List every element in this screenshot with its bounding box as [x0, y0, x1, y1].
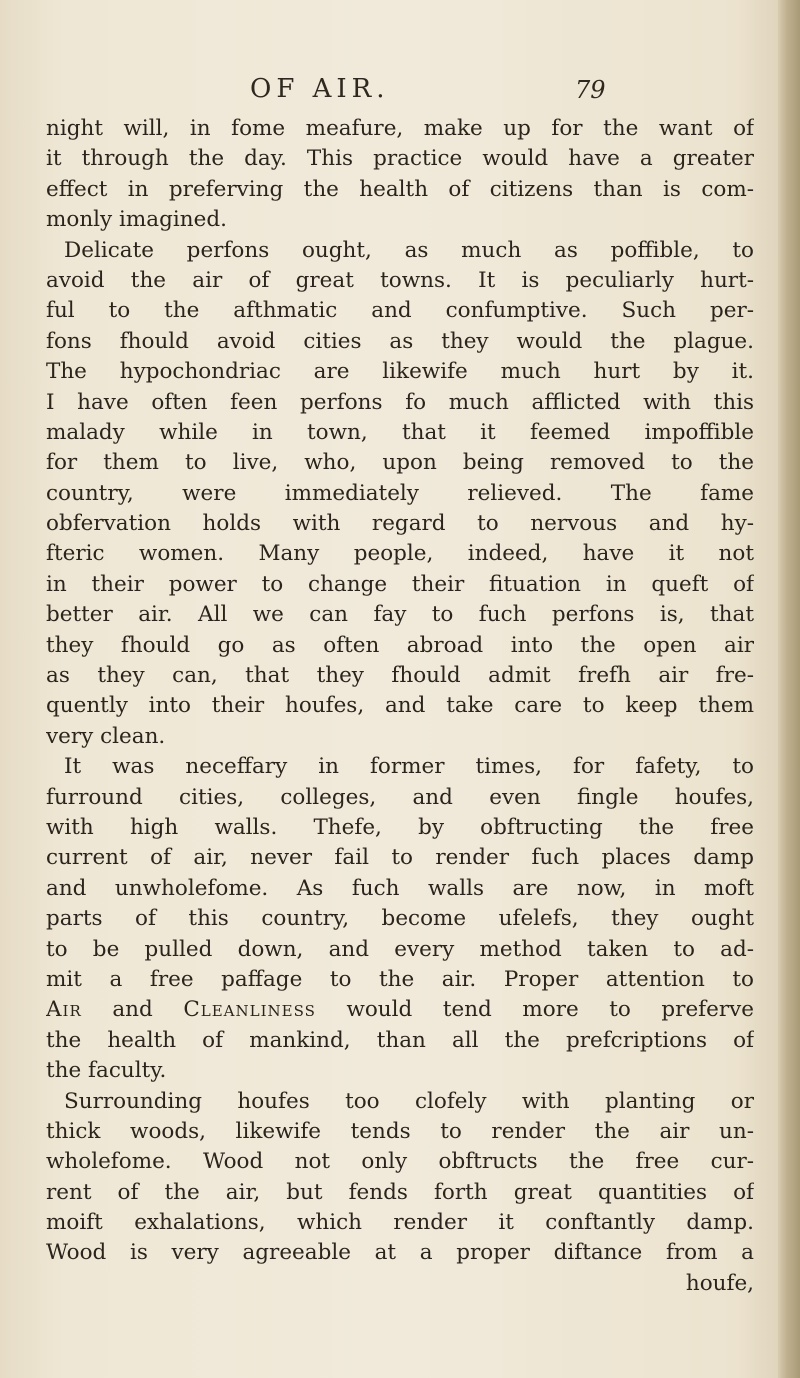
- text-line: [46, 995, 754, 1025]
- text-line: country, were immediately relieved. The fame: [46, 480, 754, 506]
- small-caps-word: Cleanliness: [183, 997, 316, 1023]
- text-line: better air. All we can fay to fuch perfons is, that: [46, 602, 754, 628]
- page-header: [0, 70, 800, 110]
- text-line: moift exhalations, which render it conftantly damp.: [46, 1210, 754, 1236]
- body-text: [46, 114, 754, 1299]
- text-line: The hypochondriac are likewife much hurt by it.: [46, 359, 754, 385]
- page-number: 79: [575, 76, 606, 104]
- text-line: in their power to change their fituation in queft of: [46, 571, 754, 597]
- text-line: parts of this country, become ufelefs, they ought: [46, 906, 754, 932]
- text-line: current of air, never fail to render fuch places damp: [46, 845, 754, 871]
- text-line: obfervation holds with regard to nervous and hy-: [46, 511, 754, 537]
- text-line: I have often feen perfons fo much afflicted with this: [46, 389, 754, 415]
- text-line: Delicate perfons ought, as much as poffible, to: [64, 237, 754, 263]
- text-line: fons fhould avoid cities as they would the plague.: [46, 328, 754, 354]
- text-line: and unwholefome. As fuch walls are now, in moft: [46, 875, 754, 901]
- text-line: as they can, that they fhould admit frefh air fre-: [46, 663, 754, 689]
- text-line: Wood is very agreeable at a proper diftance from a: [46, 1240, 754, 1266]
- text-line: thick woods, likewife tends to render the air un-: [46, 1118, 754, 1144]
- text-line: to be pulled down, and every method taken to ad-: [46, 936, 754, 962]
- book-spine-edge: [778, 0, 800, 1378]
- catchword: houfe,: [685, 1270, 754, 1296]
- text-line: malady while in town, that it feemed impoffible: [46, 419, 754, 445]
- text-line: it through the day. This practice would have a greater: [46, 146, 754, 172]
- text-line: for them to live, who, upon being removed to the: [46, 450, 754, 476]
- text-line: fteric women. Many people, indeed, have it not: [46, 541, 754, 567]
- text-line: rent of the air, but fends forth great quantities of: [46, 1179, 754, 1205]
- text-line: furround cities, colleges, and even fingle houfes,: [46, 784, 754, 810]
- text-line: monly imagined.: [46, 207, 227, 233]
- text-line: wholefome. Wood not only obftructs the free cur-: [46, 1149, 754, 1175]
- text-line: with high walls. Thefe, by obftructing the free: [46, 814, 754, 840]
- text-line: very clean.: [46, 723, 166, 749]
- text-line: mit a free paffage to the air. Proper attention to: [46, 966, 754, 992]
- small-caps-word: Air: [46, 997, 82, 1023]
- text-line: night will, in fome meafure, make up for the want of: [46, 116, 754, 141]
- text-line: they fhould go as often abroad into the open air: [46, 632, 754, 658]
- running-title: OF AIR.: [250, 74, 390, 104]
- conjunction: and: [112, 997, 153, 1023]
- text-line: the faculty.: [46, 1058, 167, 1084]
- text-line: It was neceffary in former times, for fafety, to: [64, 754, 754, 780]
- text-line: effect in preferving the health of citizens than is com-: [46, 176, 754, 202]
- text-line: avoid the air of great towns. It is peculiarly hurt-: [46, 267, 754, 293]
- text-line: Surrounding houfes too clofely with planting or: [64, 1088, 754, 1114]
- line-remainder: would tend more to preferve: [346, 997, 754, 1023]
- text-line: ful to the afthmatic and confumptive. Such per-: [46, 298, 754, 324]
- text-line: quently into their houfes, and take care to keep them: [46, 693, 754, 719]
- text-line: the health of mankind, than all the prefcriptions of: [46, 1027, 754, 1053]
